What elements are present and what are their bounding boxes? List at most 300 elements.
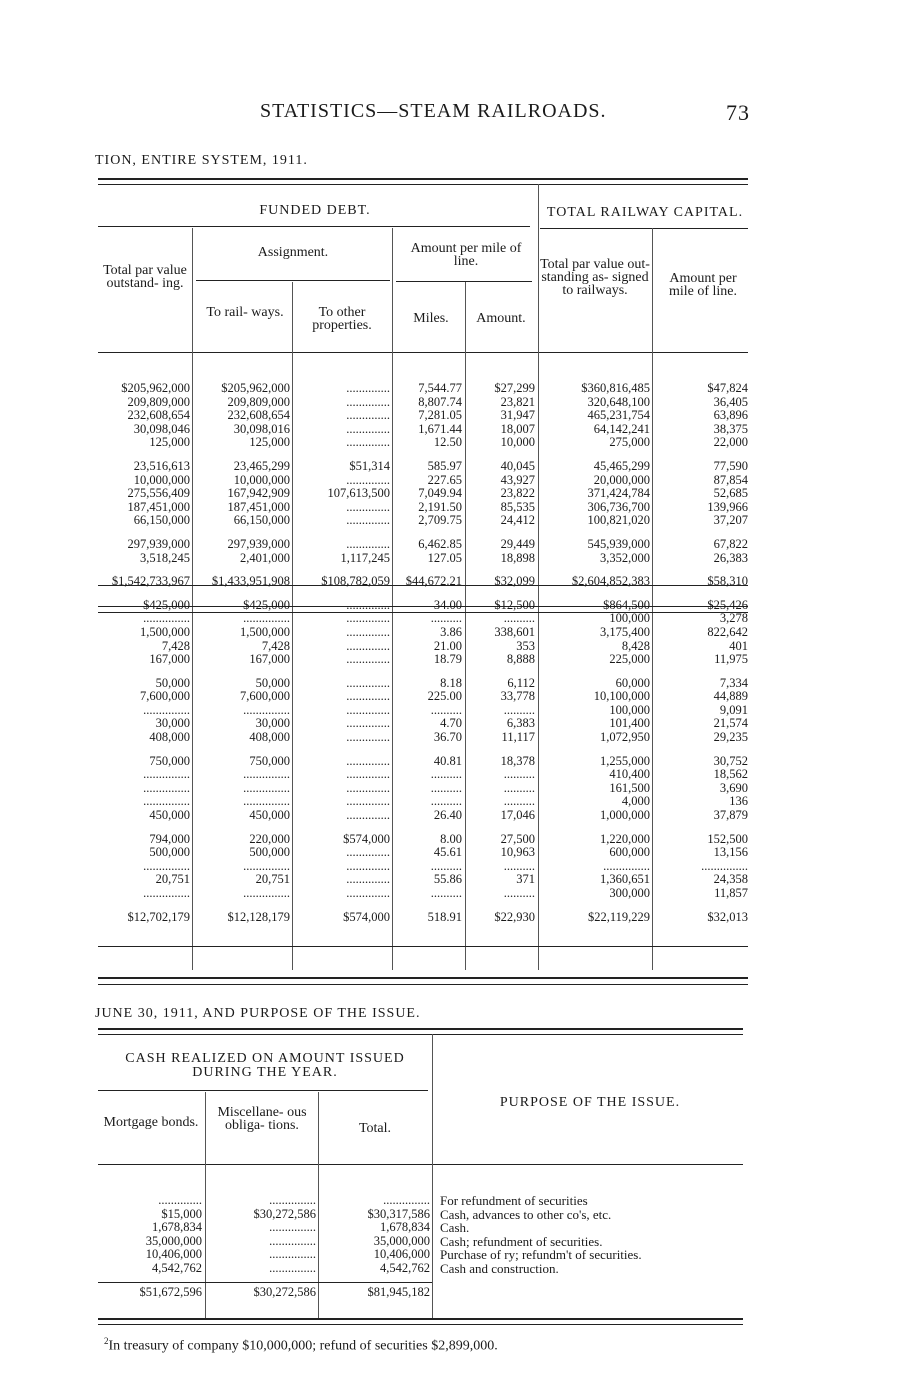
table1-top-rule bbox=[98, 178, 748, 180]
table-cell: $205,962,000 bbox=[121, 381, 190, 395]
group-total-railway-capital: TOTAL RAILWAY CAPITAL. bbox=[546, 205, 744, 220]
table-cell: 35,000,000 bbox=[373, 1233, 430, 1248]
table-cell: .......... bbox=[503, 611, 535, 626]
table-cell: 10,963 bbox=[500, 845, 535, 860]
table-cell: $30,272,586 bbox=[253, 1206, 316, 1221]
table-cell: 12.50 bbox=[433, 435, 462, 450]
table-cell: 37,207 bbox=[713, 513, 748, 528]
table-cell: ............... bbox=[143, 767, 190, 782]
table-cell: 8,807.74 bbox=[418, 394, 462, 409]
table-cell: 8,888 bbox=[506, 652, 535, 667]
table-cell: 3,690 bbox=[719, 780, 748, 795]
table-cell: 24,412 bbox=[500, 513, 535, 528]
table-cell: ............... bbox=[243, 702, 290, 717]
table-cell: .............. bbox=[346, 472, 390, 487]
table-cell: 152,500 bbox=[707, 831, 748, 846]
page-number: 73 bbox=[726, 100, 750, 125]
table-cell: 34.00 bbox=[433, 597, 462, 612]
table-cell: 7,544.77 bbox=[418, 381, 462, 395]
table-cell: .............. bbox=[346, 638, 390, 653]
table-cell: 45,465,299 bbox=[593, 458, 650, 473]
table-cell: 187,451,000 bbox=[127, 499, 190, 514]
table-cell: 67,822 bbox=[713, 536, 748, 551]
table-cell: .............. bbox=[346, 886, 390, 900]
table-cell: 30,000 bbox=[255, 716, 290, 731]
table-cell: 40.81 bbox=[433, 753, 462, 768]
table-cell: 450,000 bbox=[149, 808, 190, 823]
table-cell: 10,406,000 bbox=[373, 1247, 430, 1262]
table-cell: 2,401,000 bbox=[240, 550, 290, 565]
table-cell: 9,091 bbox=[719, 702, 748, 717]
table-cell: 320,648,100 bbox=[587, 394, 650, 409]
table-cell: $22,930 bbox=[494, 909, 535, 924]
table-cell: 125,000 bbox=[149, 435, 190, 450]
table-cell: .............. bbox=[346, 394, 390, 409]
table-cell: 50,000 bbox=[255, 675, 290, 690]
table-cell: 2,709.75 bbox=[418, 513, 462, 528]
table-cell: .............. bbox=[346, 499, 390, 514]
table-cell: 21,574 bbox=[713, 716, 748, 731]
table-cell: $1,542,733,967 bbox=[111, 574, 190, 589]
table-cell: 1,500,000 bbox=[140, 624, 190, 639]
table-cell: .......... bbox=[503, 794, 535, 809]
table-cell: 37,879 bbox=[713, 808, 748, 823]
table-cell: 13,156 bbox=[713, 845, 748, 860]
table-cell: ............... bbox=[243, 780, 290, 795]
table-cell: Cash; refundment of securities. bbox=[440, 1233, 603, 1249]
table-cell: 4,000 bbox=[621, 794, 650, 809]
table-cell: 63,896 bbox=[713, 408, 748, 423]
table1-title: TION, ENTIRE SYSTEM, 1911. bbox=[95, 153, 308, 168]
column-misc-obligations bbox=[208, 1194, 316, 1299]
column-total-assigned bbox=[540, 382, 650, 924]
table-cell: 18,898 bbox=[500, 550, 535, 565]
table-cell: .......... bbox=[503, 886, 535, 900]
group-amount-per-mile: Amount per mile of line. bbox=[410, 241, 522, 269]
column-total bbox=[320, 1194, 430, 1299]
table-cell: .............. bbox=[346, 753, 390, 768]
table-cell: 7,600,000 bbox=[240, 689, 290, 704]
table-cell: 1,220,000 bbox=[600, 831, 650, 846]
table-cell: 17,046 bbox=[500, 808, 535, 823]
table-cell: 23,822 bbox=[500, 486, 535, 501]
col-to-railways: To rail- ways. bbox=[206, 305, 284, 320]
group-purpose-of-issue: PURPOSE OF THE ISSUE. bbox=[499, 1095, 681, 1110]
table-cell: 139,966 bbox=[707, 499, 748, 514]
table-cell: 1,000,000 bbox=[600, 808, 650, 823]
table-cell: $22,119,229 bbox=[587, 909, 650, 924]
table-cell: 209,809,000 bbox=[127, 394, 190, 409]
table-cell: 30,752 bbox=[713, 753, 748, 768]
table-cell: 23,821 bbox=[500, 394, 535, 409]
table-cell: 45.61 bbox=[433, 845, 462, 860]
col-misc-obligations: Miscellane- ous obliga- tions. bbox=[217, 1105, 307, 1133]
table-cell: 43,927 bbox=[500, 472, 535, 487]
table-cell: 750,000 bbox=[249, 753, 290, 768]
col-to-other-properties: To other properties. bbox=[312, 305, 372, 333]
table-cell: $27,299 bbox=[494, 381, 535, 395]
table-cell: 8.18 bbox=[440, 675, 462, 690]
table-cell: 23,516,613 bbox=[133, 458, 190, 473]
table-cell: 55.86 bbox=[433, 872, 462, 887]
table-cell: 29,449 bbox=[500, 536, 535, 551]
table-cell: .............. bbox=[346, 611, 390, 626]
group-cash-realized: CASH REALIZED ON AMOUNT ISSUED DURING THE YEAR. bbox=[125, 1051, 405, 1080]
table-cell: 30,098,016 bbox=[233, 421, 290, 436]
table-cell: .......... bbox=[430, 611, 462, 626]
table-cell: $360,816,485 bbox=[581, 381, 650, 395]
running-header bbox=[260, 100, 750, 123]
table-cell: 6,112 bbox=[507, 675, 535, 690]
table-cell: 4,542,762 bbox=[380, 1260, 430, 1275]
table-cell: For refundment of securities bbox=[440, 1193, 588, 1208]
table-cell: ............... bbox=[603, 858, 650, 873]
table-cell: .............. bbox=[346, 408, 390, 423]
table-cell: .............. bbox=[158, 1193, 202, 1207]
table-cell: 6,462.85 bbox=[418, 536, 462, 551]
table-cell: $44,672.21 bbox=[405, 574, 462, 589]
table-cell: ............... bbox=[243, 794, 290, 809]
table-cell: 225,000 bbox=[609, 652, 650, 667]
table-cell: 1,500,000 bbox=[240, 624, 290, 639]
table-cell: 24,358 bbox=[713, 872, 748, 887]
table-cell: 3,352,000 bbox=[600, 550, 650, 565]
table-cell: $30,272,586 bbox=[253, 1284, 316, 1299]
table-cell: 1,671.44 bbox=[418, 421, 462, 436]
table-cell: $12,128,179 bbox=[227, 909, 290, 924]
table-cell: .............. bbox=[346, 624, 390, 639]
table-cell: 225.00 bbox=[427, 689, 462, 704]
table-cell: 7,600,000 bbox=[140, 689, 190, 704]
table-cell: ............... bbox=[269, 1260, 316, 1275]
table-cell: 29,235 bbox=[713, 730, 748, 745]
table-cell: .......... bbox=[503, 702, 535, 717]
table-cell: $12,702,179 bbox=[127, 909, 190, 924]
table-cell: $205,962,000 bbox=[221, 381, 290, 395]
table-cell: 11,857 bbox=[714, 886, 748, 900]
table-cell: 232,608,654 bbox=[227, 408, 290, 423]
table-cell: 10,000 bbox=[500, 435, 535, 450]
table-cell: 6,383 bbox=[506, 716, 535, 731]
table-cell: 408,000 bbox=[149, 730, 190, 745]
table-cell: ............... bbox=[701, 858, 748, 873]
table-cell: 23,465,299 bbox=[233, 458, 290, 473]
table2-title: JUNE 30, 1911, AND PURPOSE OF THE ISSUE. bbox=[95, 1006, 421, 1021]
table-cell: 8,428 bbox=[621, 638, 650, 653]
table-cell: .............. bbox=[346, 675, 390, 690]
table-cell: 220,000 bbox=[249, 831, 290, 846]
table-cell: 66,150,000 bbox=[233, 513, 290, 528]
group-assignment: Assignment. bbox=[257, 245, 329, 260]
footnote bbox=[104, 1336, 498, 1355]
col-mortgage-bonds: Mortgage bonds. bbox=[103, 1115, 199, 1130]
table-cell: 20,000,000 bbox=[593, 472, 650, 487]
table-cell: .............. bbox=[346, 794, 390, 809]
column-miles bbox=[394, 382, 462, 924]
table-cell: .......... bbox=[430, 886, 462, 900]
table-cell: 167,000 bbox=[249, 652, 290, 667]
table-cell: $1,433,951,908 bbox=[211, 574, 290, 589]
table-cell: 167,000 bbox=[149, 652, 190, 667]
table-cell: $30,317,586 bbox=[367, 1206, 430, 1221]
table-cell: 3.86 bbox=[440, 624, 462, 639]
table-cell: .............. bbox=[346, 513, 390, 528]
table-cell: $12,500 bbox=[494, 597, 535, 612]
table-cell: 187,451,000 bbox=[227, 499, 290, 514]
table-cell: 300,000 bbox=[609, 886, 650, 900]
table-cell: .......... bbox=[503, 767, 535, 782]
table-cell: 500,000 bbox=[249, 845, 290, 860]
table-cell: 371 bbox=[516, 872, 535, 887]
table-cell: 306,736,700 bbox=[587, 499, 650, 514]
table-cell: 18,562 bbox=[713, 767, 748, 782]
table-cell: 585.97 bbox=[427, 458, 462, 473]
table-cell: ............... bbox=[269, 1247, 316, 1262]
table-cell: .............. bbox=[346, 652, 390, 667]
table-cell: 18,007 bbox=[500, 421, 535, 436]
table-cell: 22,000 bbox=[713, 435, 748, 450]
table-cell: 20,751 bbox=[155, 872, 190, 887]
table-cell: ............... bbox=[269, 1233, 316, 1248]
column-mortgage-bonds bbox=[98, 1194, 202, 1299]
table-cell: 545,939,000 bbox=[587, 536, 650, 551]
table-cell: 297,939,000 bbox=[127, 536, 190, 551]
table-cell: $2,604,852,383 bbox=[571, 574, 650, 589]
column-amount bbox=[467, 382, 535, 924]
table-cell: 209,809,000 bbox=[227, 394, 290, 409]
table-cell: $574,000 bbox=[343, 831, 390, 846]
table-cell: 50,000 bbox=[155, 675, 190, 690]
table-cell: 408,000 bbox=[249, 730, 290, 745]
table-cell: $58,310 bbox=[707, 574, 748, 589]
table-cell: .............. bbox=[346, 780, 390, 795]
col-amount-per-mile: Amount per mile of line. bbox=[668, 271, 738, 299]
table-cell: ............... bbox=[143, 794, 190, 809]
table-cell: 27,500 bbox=[500, 831, 535, 846]
table-cell: $574,000 bbox=[343, 909, 390, 924]
table-cell: 100,821,020 bbox=[587, 513, 650, 528]
table-cell: ............... bbox=[243, 858, 290, 873]
table-cell: 40,045 bbox=[500, 458, 535, 473]
table-cell: $51,672,596 bbox=[139, 1284, 202, 1299]
table-cell: .......... bbox=[503, 780, 535, 795]
table-cell: Purchase of ry; refundm't of securities. bbox=[440, 1247, 642, 1263]
table-cell: ............... bbox=[269, 1220, 316, 1235]
table-cell: ............... bbox=[383, 1193, 430, 1207]
table-cell: 44,889 bbox=[713, 689, 748, 704]
table-cell: 8.00 bbox=[440, 831, 462, 846]
table-cell: 136 bbox=[729, 794, 748, 809]
col-amount: Amount. bbox=[476, 311, 526, 326]
table-cell: 100,000 bbox=[609, 702, 650, 717]
table-cell: 7,049.94 bbox=[418, 486, 462, 501]
table-cell: 26,383 bbox=[713, 550, 748, 565]
table-cell: $864,500 bbox=[603, 597, 650, 612]
table-cell: 353 bbox=[516, 638, 535, 653]
footnote-text: In treasury of company $10,000,000; refund of securities $2,899,000. bbox=[108, 1338, 498, 1354]
table-cell: ............... bbox=[243, 767, 290, 782]
table-cell: 3,518,245 bbox=[140, 550, 190, 565]
table-cell bbox=[440, 1276, 745, 1286]
table-cell: 161,500 bbox=[609, 780, 650, 795]
table-cell: ............... bbox=[143, 886, 190, 900]
table-cell: ............... bbox=[143, 702, 190, 717]
table-cell: $81,945,182 bbox=[367, 1284, 430, 1299]
table-cell: .............. bbox=[346, 435, 390, 450]
table-cell: 3,175,400 bbox=[600, 624, 650, 639]
table-cell: 4,542,762 bbox=[152, 1260, 202, 1275]
table-cell: 107,613,500 bbox=[327, 486, 390, 501]
table-cell: .......... bbox=[430, 780, 462, 795]
table-cell: 31,947 bbox=[500, 408, 535, 423]
table-cell: ............... bbox=[143, 858, 190, 873]
table-cell: 38,375 bbox=[713, 421, 748, 436]
table-cell: .............. bbox=[346, 716, 390, 731]
table-cell: 275,000 bbox=[609, 435, 650, 450]
table-cell: 36.70 bbox=[433, 730, 462, 745]
table-cell: 1,360,651 bbox=[600, 872, 650, 887]
table-cell: $51,314 bbox=[349, 458, 390, 473]
table-cell: 66,150,000 bbox=[133, 513, 190, 528]
table-cell: .......... bbox=[430, 767, 462, 782]
column-amount-per-mile bbox=[654, 382, 748, 924]
table-cell: 7,334 bbox=[719, 675, 748, 690]
table-cell: 1,117,245 bbox=[340, 550, 390, 565]
table-cell: 2,191.50 bbox=[418, 499, 462, 514]
table-cell: $108,782,059 bbox=[321, 574, 390, 589]
column-to-railways bbox=[194, 382, 290, 924]
table-cell: 125,000 bbox=[249, 435, 290, 450]
table-cell: 11,975 bbox=[714, 652, 748, 667]
table-cell: ............... bbox=[269, 1193, 316, 1207]
table-cell: .............. bbox=[346, 808, 390, 823]
table-cell bbox=[440, 1286, 745, 1296]
table-cell: 227.65 bbox=[427, 472, 462, 487]
table-cell: 10,000,000 bbox=[133, 472, 190, 487]
table-cell: .............. bbox=[346, 767, 390, 782]
table-cell: .............. bbox=[346, 702, 390, 717]
table-cell: .......... bbox=[430, 858, 462, 873]
table-cell: 450,000 bbox=[249, 808, 290, 823]
table-cell: .............. bbox=[346, 872, 390, 887]
table-cell: $25,426 bbox=[707, 597, 748, 612]
table-cell: 500,000 bbox=[149, 845, 190, 860]
table-cell: 10,000,000 bbox=[233, 472, 290, 487]
table-cell: 600,000 bbox=[609, 845, 650, 860]
table-cell: 77,590 bbox=[713, 458, 748, 473]
table-cell: 18.79 bbox=[433, 652, 462, 667]
col-total: Total. bbox=[358, 1121, 392, 1136]
table-cell: .......... bbox=[503, 858, 535, 873]
table-cell: 36,405 bbox=[713, 394, 748, 409]
table-cell: 7,428 bbox=[261, 638, 290, 653]
table-cell: $32,099 bbox=[494, 574, 535, 589]
table-cell: 338,601 bbox=[494, 624, 535, 639]
table-cell: 35,000,000 bbox=[145, 1233, 202, 1248]
table-cell: 794,000 bbox=[149, 831, 190, 846]
table-cell: 7,428 bbox=[161, 638, 190, 653]
table-cell: .......... bbox=[430, 794, 462, 809]
table-cell: 7,281.05 bbox=[418, 408, 462, 423]
table-cell: 52,685 bbox=[713, 486, 748, 501]
footnote-marker: 2 bbox=[104, 1336, 109, 1346]
table-cell: .............. bbox=[346, 730, 390, 745]
table-cell: 33,778 bbox=[500, 689, 535, 704]
table-cell: 1,072,950 bbox=[600, 730, 650, 745]
table-cell: 85,535 bbox=[500, 499, 535, 514]
col-miles: Miles. bbox=[413, 311, 449, 326]
table1-top-rule-2 bbox=[98, 184, 748, 185]
table-cell: 4.70 bbox=[440, 716, 462, 731]
table-cell: 11,117 bbox=[501, 730, 535, 745]
table-cell: $425,000 bbox=[243, 597, 290, 612]
table-cell: .............. bbox=[346, 536, 390, 551]
col-total-par-value: Total par value outstand- ing. bbox=[103, 263, 187, 291]
table-cell: .............. bbox=[346, 381, 390, 395]
table-cell: Cash. bbox=[440, 1220, 470, 1236]
table-cell: 465,231,754 bbox=[587, 408, 650, 423]
column-total-par-value bbox=[98, 382, 190, 924]
table-cell: ............... bbox=[143, 780, 190, 795]
table-cell: ............... bbox=[243, 611, 290, 626]
table-cell: .............. bbox=[346, 421, 390, 436]
column-purpose bbox=[440, 1194, 745, 1296]
table-cell: $425,000 bbox=[143, 597, 190, 612]
table-cell: 26.40 bbox=[433, 808, 462, 823]
table-cell: Cash and construction. bbox=[440, 1260, 559, 1276]
table-cell: 18,378 bbox=[500, 753, 535, 768]
table-cell: 167,942,909 bbox=[227, 486, 290, 501]
table-cell: .............. bbox=[346, 858, 390, 873]
table-cell: 30,098,046 bbox=[133, 421, 190, 436]
table-cell: $32,013 bbox=[707, 909, 748, 924]
table-cell: 410,400 bbox=[609, 767, 650, 782]
table-cell: 100,000 bbox=[609, 611, 650, 626]
table-cell: .......... bbox=[430, 702, 462, 717]
group-funded-debt: FUNDED DEBT. bbox=[259, 203, 371, 218]
table-cell: 1,255,000 bbox=[600, 753, 650, 768]
column-to-other-properties bbox=[294, 382, 390, 924]
table-cell: 30,000 bbox=[155, 716, 190, 731]
table-cell: 401 bbox=[729, 638, 748, 653]
table-cell: $47,824 bbox=[707, 381, 748, 395]
table-cell: 1,678,834 bbox=[380, 1220, 430, 1235]
table-cell: 297,939,000 bbox=[227, 536, 290, 551]
table-cell: 60,000 bbox=[615, 675, 650, 690]
table-cell: 10,406,000 bbox=[145, 1247, 202, 1262]
running-title: STATISTICS—STEAM RAILROADS. bbox=[260, 100, 607, 122]
table-cell: 371,424,784 bbox=[587, 486, 650, 501]
table-cell: 3,278 bbox=[719, 611, 748, 626]
table-cell: $15,000 bbox=[161, 1206, 202, 1221]
table-cell: 20,751 bbox=[255, 872, 290, 887]
table-cell: 127.05 bbox=[427, 550, 462, 565]
table-cell: 750,000 bbox=[149, 753, 190, 768]
table-cell: 87,854 bbox=[713, 472, 748, 487]
table-cell: Cash, advances to other co's, etc. bbox=[440, 1206, 612, 1222]
table-cell: 1,678,834 bbox=[152, 1220, 202, 1235]
table-cell: ............... bbox=[243, 886, 290, 900]
table-cell: 275,556,409 bbox=[127, 486, 190, 501]
table-cell: .............. bbox=[346, 845, 390, 860]
table-cell: 232,608,654 bbox=[127, 408, 190, 423]
table-cell: 822,642 bbox=[707, 624, 748, 639]
table-cell: .............. bbox=[346, 597, 390, 612]
table-cell: 518.91 bbox=[427, 909, 462, 924]
col-total-assigned: Total par value out- standing as- signed to railways. bbox=[540, 257, 650, 298]
table-cell: ............... bbox=[143, 611, 190, 626]
table-cell: 64,142,241 bbox=[593, 421, 650, 436]
